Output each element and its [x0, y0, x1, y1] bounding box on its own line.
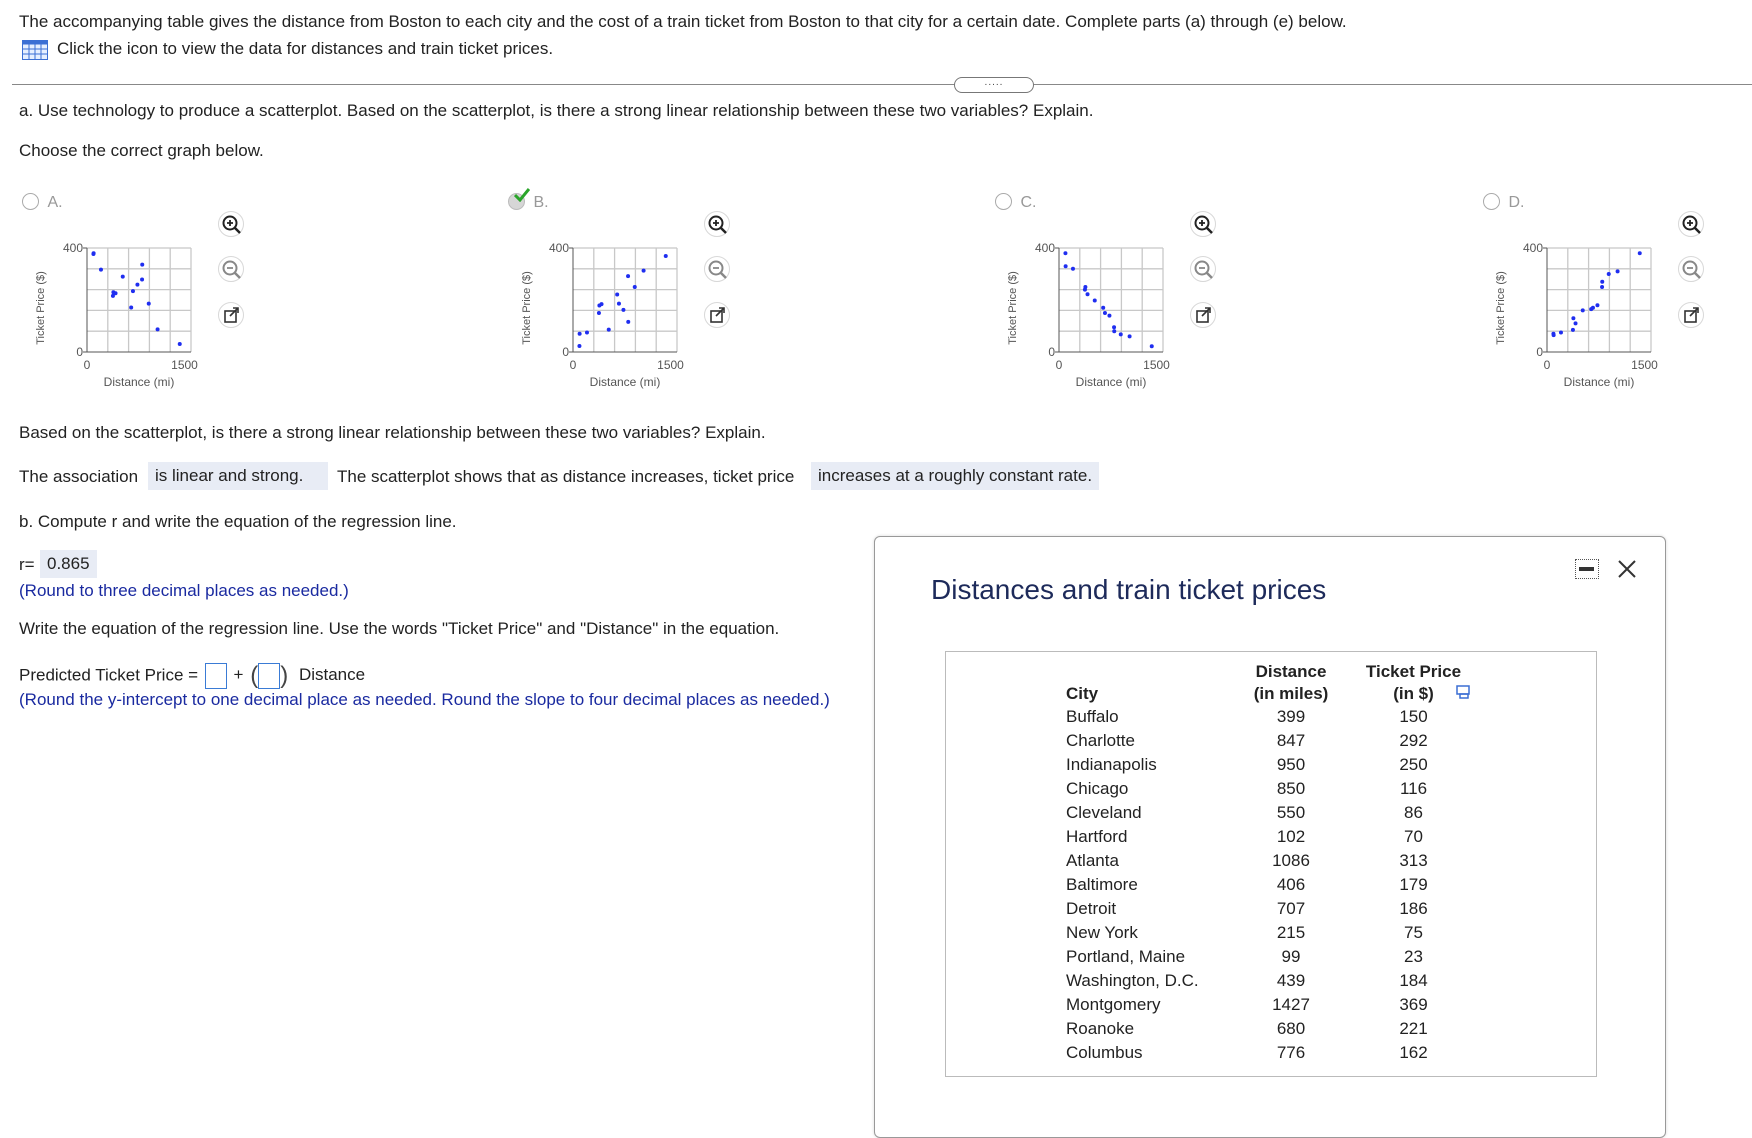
- data-point: [578, 332, 582, 336]
- option-a[interactable]: [22, 193, 63, 215]
- popout-icon: [219, 303, 243, 327]
- option-label: A.: [47, 194, 63, 211]
- cell-price: 369: [1399, 995, 1428, 1014]
- cell-price: 313: [1399, 851, 1428, 870]
- scatter-prefix: The scatterplot shows that as distance increases, ticket price: [337, 467, 795, 486]
- data-point: [1119, 332, 1123, 336]
- cell-city: Roanoke: [1066, 1019, 1135, 1038]
- zoom-in-icon: [219, 212, 243, 236]
- minimize-icon: [1579, 567, 1594, 571]
- popout-icon: [705, 303, 729, 327]
- table-row: [1066, 705, 1476, 729]
- zoom-out-button[interactable]: [1678, 256, 1704, 282]
- cell-city: Columbus: [1066, 1043, 1143, 1062]
- data-point: [1128, 334, 1132, 338]
- data-point: [633, 285, 637, 289]
- cell-distance: 776: [1276, 1043, 1306, 1062]
- cell-distance: 847: [1276, 731, 1306, 750]
- x-axis-label: Distance (mi): [1075, 375, 1147, 389]
- assoc-answer-dropdown[interactable]: is linear and strong.: [148, 462, 328, 490]
- radio-button[interactable]: [995, 193, 1012, 210]
- data-point: [600, 302, 604, 306]
- data-point: [1086, 292, 1090, 296]
- data-table-box: [945, 651, 1597, 1077]
- dialog-title: Distances and train ticket prices: [931, 574, 1327, 605]
- zoom-out-button[interactable]: [1190, 256, 1216, 282]
- y-tick-label-min: 0: [76, 345, 83, 359]
- data-point: [140, 263, 144, 267]
- data-point: [1616, 269, 1620, 273]
- table-row: [1066, 873, 1476, 897]
- data-point: [607, 328, 611, 332]
- option-label: C.: [1020, 194, 1037, 211]
- y-tick-label-max: 400: [1034, 241, 1055, 255]
- part-a-instruction: Choose the correct graph below.: [19, 141, 264, 160]
- popout-button[interactable]: [1678, 302, 1704, 328]
- x-axis-label: Distance (mi): [103, 375, 175, 389]
- zoom-out-button[interactable]: [704, 256, 730, 282]
- option-d[interactable]: [1483, 193, 1525, 215]
- cell-distance: 215: [1276, 923, 1306, 942]
- table-row: [1066, 897, 1476, 921]
- table-row: [1066, 1017, 1476, 1041]
- popout-icon: [1679, 303, 1703, 327]
- close-paren: ): [280, 662, 289, 689]
- cell-city: Charlotte: [1066, 731, 1135, 750]
- data-point: [617, 302, 621, 306]
- data-point: [1107, 314, 1111, 318]
- cell-price: 184: [1399, 971, 1428, 990]
- scatterplot-b: [516, 232, 716, 402]
- data-point: [1600, 280, 1604, 284]
- cell-price: 186: [1399, 899, 1428, 918]
- data-point: [642, 269, 646, 273]
- data-point: [114, 291, 118, 295]
- equation-row: [19, 662, 365, 690]
- data-point: [1071, 267, 1075, 271]
- y-tick-label-min: 0: [1536, 345, 1543, 359]
- zoom-out-icon: [1191, 257, 1215, 281]
- x-tick-label-max: 1500: [171, 358, 198, 372]
- header-price-2: (in $): [1393, 684, 1434, 703]
- cell-distance: 950: [1276, 755, 1306, 774]
- zoom-out-icon: [219, 257, 243, 281]
- table-row: [1066, 801, 1476, 825]
- table-row: [1066, 753, 1476, 777]
- table-row: [1066, 1041, 1476, 1065]
- data-point: [621, 308, 625, 312]
- data-point: [1063, 251, 1067, 255]
- popout-button[interactable]: [218, 302, 244, 328]
- part-a-question: a. Use technology to produce a scatterplot. Based on the scatterplot, is there a strong linear relationship between these two variables? Explain.: [19, 101, 1094, 120]
- data-point: [1083, 285, 1087, 289]
- scatter-answer-dropdown[interactable]: increases at a roughly constant rate.: [811, 462, 1099, 490]
- data-point: [1093, 299, 1097, 303]
- cell-price: 162: [1399, 1043, 1428, 1062]
- eq-suffix: Distance: [298, 665, 366, 685]
- y-tick-label-min: 0: [1048, 345, 1055, 359]
- data-point: [1064, 264, 1068, 268]
- cell-price: 75: [1404, 923, 1423, 942]
- cell-distance: 550: [1276, 803, 1306, 822]
- table-header-spacer: [1066, 661, 1231, 683]
- option-label: D.: [1508, 194, 1525, 211]
- zoom-out-icon: [1679, 257, 1703, 281]
- zoom-in-icon: [705, 212, 729, 236]
- data-link[interactable]: Click the icon to view the data for distances and train ticket prices.: [57, 39, 554, 58]
- cell-distance: 102: [1276, 827, 1306, 846]
- cell-distance: 99: [1281, 947, 1301, 966]
- eq-prefix: Predicted Ticket Price =: [19, 665, 199, 685]
- cell-distance: 680: [1276, 1019, 1306, 1038]
- option-label: B.: [533, 194, 549, 211]
- data-point: [1103, 311, 1107, 315]
- x-tick-label-max: 1500: [657, 358, 684, 372]
- data-point: [147, 302, 151, 306]
- table-row: [1066, 993, 1476, 1017]
- r-label: r=: [19, 555, 35, 574]
- cell-distance: 439: [1276, 971, 1306, 990]
- table-row: [1066, 969, 1476, 993]
- x-axis-label: Distance (mi): [1563, 375, 1635, 389]
- eq-note: (Round the y-intercept to one decimal place as needed. Round the slope to four decimal places as needed.): [19, 690, 830, 709]
- data-point: [99, 268, 103, 272]
- popout-icon: [1191, 303, 1215, 327]
- y-tick-label-max: 400: [62, 241, 83, 255]
- popout-button[interactable]: [704, 302, 730, 328]
- zoom-in-button[interactable]: [1678, 211, 1704, 237]
- cell-city: Detroit: [1066, 899, 1117, 918]
- cell-city: Atlanta: [1066, 851, 1119, 870]
- data-table-icon[interactable]: [22, 40, 48, 60]
- data-point: [178, 342, 182, 346]
- y-tick-label-max: 400: [548, 241, 569, 255]
- option-c[interactable]: [995, 193, 1037, 215]
- popout-button[interactable]: [1190, 302, 1216, 328]
- data-point: [597, 311, 601, 315]
- header-distance-2: (in miles): [1253, 684, 1329, 703]
- data-point: [1571, 328, 1575, 332]
- x-axis-label: Distance (mi): [589, 375, 661, 389]
- data-point: [121, 275, 125, 279]
- x-tick-label-min: 0: [569, 358, 577, 372]
- zoom-in-button[interactable]: [218, 211, 244, 237]
- data-point: [1581, 308, 1585, 312]
- zoom-in-button[interactable]: [704, 211, 730, 237]
- data-point: [577, 344, 581, 348]
- header-distance-1: Distance: [1255, 662, 1327, 681]
- copy-icon[interactable]: [1456, 685, 1472, 699]
- cell-city: Portland, Maine: [1066, 947, 1186, 966]
- table-row: [1066, 729, 1476, 753]
- cell-price: 70: [1404, 827, 1423, 846]
- data-point: [1600, 285, 1604, 289]
- data-point: [626, 274, 630, 278]
- cell-price: 179: [1399, 875, 1428, 894]
- data-point: [1559, 331, 1563, 335]
- data-dialog: [874, 536, 1666, 1138]
- table-row: [1066, 849, 1476, 873]
- intercept-input[interactable]: [205, 663, 227, 689]
- cell-price: 250: [1399, 755, 1428, 774]
- data-point: [131, 289, 135, 293]
- y-axis-label: Ticket Price ($): [1007, 271, 1019, 345]
- eq-prompt: Write the equation of the regression line. Use the words "Ticket Price" and "Distance" in the equation.: [19, 619, 780, 638]
- scatterplot-c: [1002, 232, 1202, 402]
- assoc-prefix: The association: [19, 467, 139, 486]
- data-point: [585, 331, 589, 335]
- cell-distance: 406: [1276, 875, 1306, 894]
- x-tick-label-max: 1500: [1143, 358, 1170, 372]
- radio-button[interactable]: [1483, 193, 1500, 210]
- minimize-button[interactable]: [1575, 559, 1599, 579]
- data-point: [156, 327, 160, 331]
- cell-city: Indianapolis: [1066, 755, 1157, 774]
- table-row: [1066, 921, 1476, 945]
- cell-distance: 1086: [1272, 851, 1310, 870]
- intro-text: The accompanying table gives the distance from Boston to each city and the cost of a train ticket from Boston to that city for a certain date. Complete parts (a) through (e) below.: [19, 12, 1347, 31]
- radio-button[interactable]: [22, 193, 39, 210]
- y-axis-label: Ticket Price ($): [521, 271, 533, 345]
- y-tick-label-max: 400: [1522, 241, 1543, 255]
- zoom-in-icon: [1191, 212, 1215, 236]
- data-point: [140, 277, 144, 281]
- checkmark-icon: [514, 188, 530, 202]
- data-point: [1574, 321, 1578, 325]
- data-point: [1595, 303, 1599, 307]
- data-point: [1591, 306, 1595, 310]
- data-point: [135, 283, 139, 287]
- close-icon[interactable]: [1617, 559, 1637, 579]
- data-table: [1066, 661, 1476, 1065]
- data-point: [1552, 333, 1556, 337]
- data-point: [129, 306, 133, 310]
- data-point: [1101, 306, 1105, 310]
- y-tick-label-min: 0: [562, 345, 569, 359]
- cell-price: 292: [1399, 731, 1428, 750]
- header-city: City: [1066, 684, 1099, 703]
- zoom-out-icon: [705, 257, 729, 281]
- x-tick-label-min: 0: [1543, 358, 1551, 372]
- cell-city: Washington, D.C.: [1066, 971, 1199, 990]
- cell-city: Hartford: [1066, 827, 1128, 846]
- r-value-input[interactable]: 0.865: [40, 550, 97, 578]
- cell-city: Cleveland: [1066, 803, 1142, 822]
- cell-distance: 399: [1276, 707, 1306, 726]
- table-row: [1066, 945, 1476, 969]
- cell-city: Baltimore: [1066, 875, 1138, 894]
- x-tick-label-min: 0: [83, 358, 91, 372]
- table-row: [1066, 825, 1476, 849]
- expand-button[interactable]: .....: [954, 77, 1034, 93]
- data-point: [664, 254, 668, 258]
- cell-city: New York: [1066, 923, 1138, 942]
- cell-price: 116: [1399, 779, 1428, 798]
- table-row: [1066, 777, 1476, 801]
- data-point: [1607, 272, 1611, 276]
- cell-price: 23: [1404, 947, 1423, 966]
- data-point: [1638, 251, 1642, 255]
- slope-input[interactable]: [258, 663, 280, 689]
- data-point: [92, 251, 96, 255]
- x-tick-label-min: 0: [1055, 358, 1063, 372]
- part-b-question: b. Compute r and write the equation of the regression line.: [19, 512, 457, 531]
- cell-price: 221: [1399, 1019, 1428, 1038]
- cell-price: 150: [1399, 707, 1428, 726]
- cell-city: Montgomery: [1066, 995, 1161, 1014]
- open-paren: (: [250, 662, 259, 689]
- r-note: (Round to three decimal places as needed.): [19, 581, 349, 600]
- y-axis-label: Ticket Price ($): [35, 271, 47, 345]
- cell-city: Chicago: [1066, 779, 1129, 798]
- divider: [12, 84, 1752, 85]
- eq-plus: +: [233, 665, 244, 685]
- data-point: [1571, 316, 1575, 320]
- cell-price: 86: [1404, 803, 1423, 822]
- cell-distance: 707: [1276, 899, 1306, 918]
- data-point: [615, 293, 619, 297]
- data-point: [1112, 325, 1116, 329]
- data-point: [1150, 344, 1154, 348]
- header-price-1: Ticket Price: [1365, 662, 1462, 681]
- scatterplot-d: [1490, 232, 1690, 402]
- zoom-out-button[interactable]: [218, 256, 244, 282]
- x-tick-label-max: 1500: [1631, 358, 1658, 372]
- scatterplot-a: [30, 232, 230, 402]
- option-b[interactable]: [508, 193, 549, 215]
- data-point: [1112, 329, 1116, 333]
- zoom-in-button[interactable]: [1190, 211, 1216, 237]
- cell-city: Buffalo: [1066, 707, 1119, 726]
- data-point: [626, 320, 630, 324]
- explain-prompt: Based on the scatterplot, is there a strong linear relationship between these two variables? Explain.: [19, 423, 766, 442]
- y-axis-label: Ticket Price ($): [1495, 271, 1507, 345]
- cell-distance: 850: [1276, 779, 1306, 798]
- cell-distance: 1427: [1272, 995, 1310, 1014]
- zoom-in-icon: [1679, 212, 1703, 236]
